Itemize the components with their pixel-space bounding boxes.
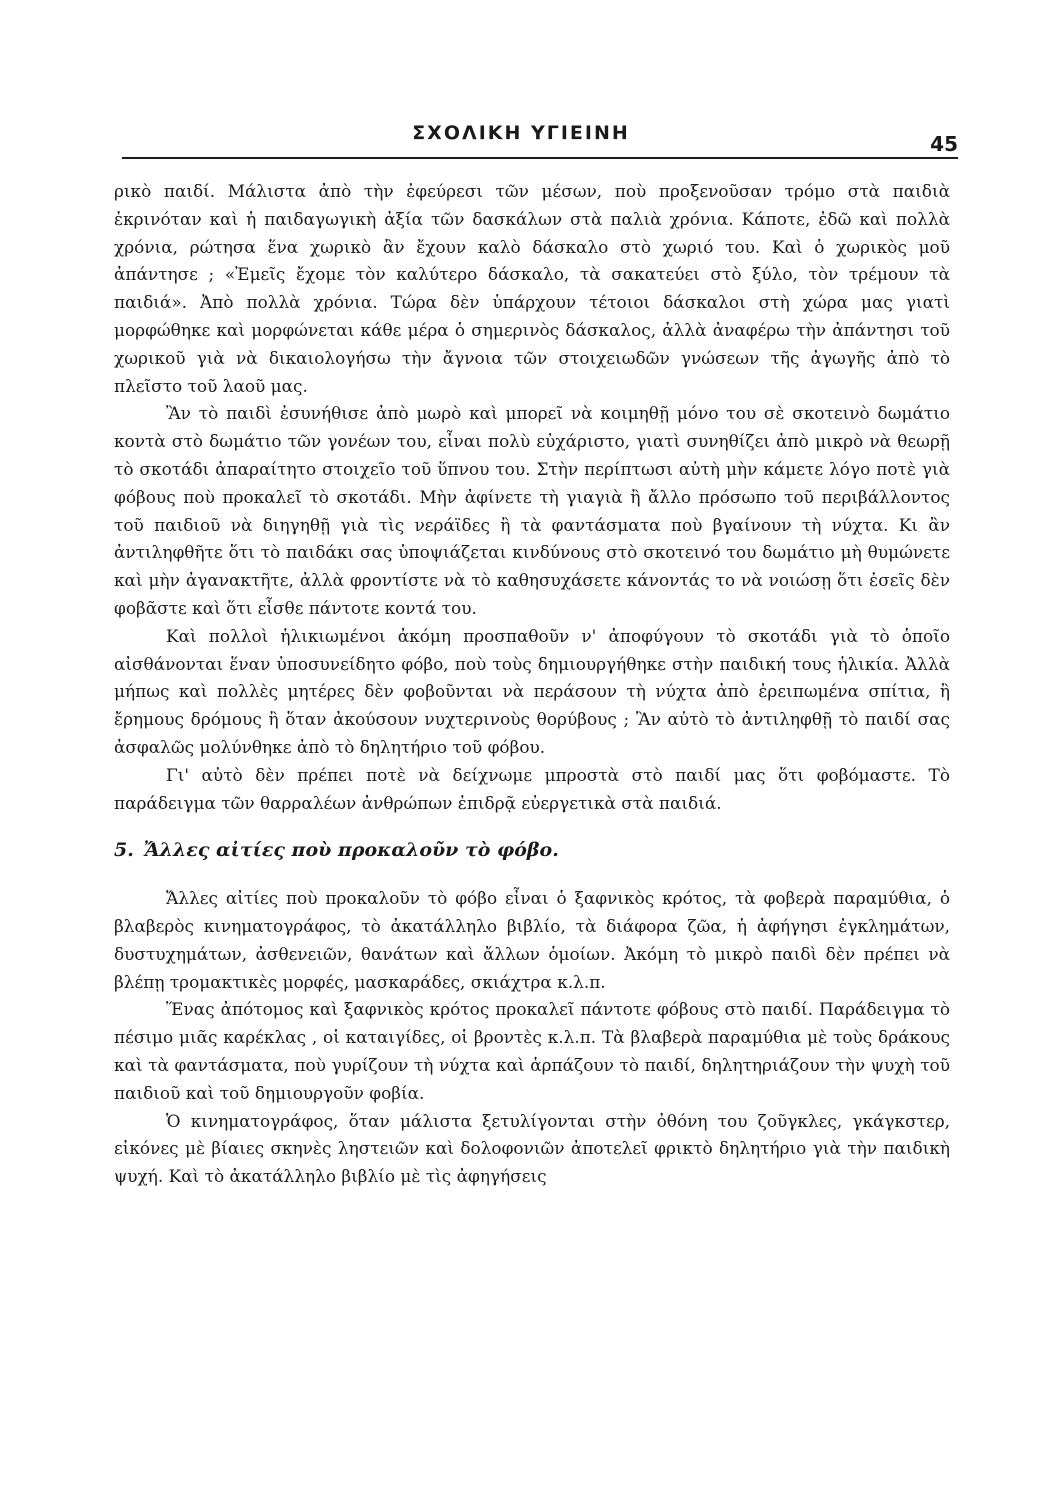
page-body (114, 178, 950, 1191)
running-header: ΣΧΟΛΙΚΗ ΥΓΙΕΙΝΗ (412, 122, 630, 144)
paragraph: Ἄλλες αἰτίες ποὺ προκαλοῦν τὸ φόβο εἶναι ὁ ξαφνικὸς κρότος, τὰ φοβερὰ παραμύθια, ὁ βλαβερὸς κινηματογράφος, τὸ ἀκατάλληλο βιβλίο, τὰ διάφορα ζῶα, ἡ ἀφήγησι ἐγκλημάτων, δυστυχημάτων, ἀσθενειῶν, θανάτων καὶ ἄλλων ὁμοίων. Ἀκόμη τὸ μικρὸ παιδὶ δὲν πρέπει νὰ βλέπῃ τρομακτικὲς μορφές, μασκαράδες, σκιάχτρα κ.λ.π. (114, 888, 950, 992)
paragraph: Ἕνας ἀπότομος καὶ ξαφνικὸς κρότος προκαλεῖ πάντοτε φόβους στὸ παιδί. Παράδειγμα τὸ πέσιμο μιᾶς καρέκλας , οἱ καταιγίδες, οἱ βροντὲς κ.λ.π. Τὰ βλαβερὰ παραμύθια μὲ τοὺς δράκους καὶ τὰ φαντάσματα, ποὺ γυρίζουν τὴ νύχτα καὶ ἁρπάζουν τὸ παιδί, δηλητηριάζουν τὴν ψυχὴ τοῦ παιδιοῦ καὶ τοῦ δημιουργοῦν φοβία. (114, 999, 950, 1103)
paragraph: Γι' αὐτὸ δὲν πρέπει ποτὲ νὰ δείχνωμε μπροστὰ στὸ παιδί μας ὅτι φοβόμαστε. Τὸ παράδειγμα τῶν θαρραλέων ἀνθρώπων ἐπιδρᾷ εὐεργετικὰ στὰ παιδιά. (114, 764, 950, 813)
paragraph: Ὁ κινηματογράφος, ὅταν μάλιστα ξετυλίγονται στὴν ὀθόνη του ζοῦγκλες, γκάγκστερ, εἰκόνες μὲ βίαιες σκηνὲς ληστειῶν καὶ δολοφονιῶν ἀποτελεῖ φρικτὸ δηλητήριο γιὰ τὴν παιδικὴ ψυχή. Καὶ τὸ ἀκατάλληλο βιβλίο μὲ τὶς ἀφηγήσεις (114, 1110, 950, 1187)
section-number: 5. (114, 839, 134, 862)
paragraph: Καὶ πολλοὶ ἡλικιωμένοι ἀκόμη προσπαθοῦν ν' ἀποφύγουν τὸ σκοτάδι γιὰ τὸ ὁποῖο αἰσθάνονται ἕναν ὑποσυνείδητο φόβο, ποὺ τοὺς δημιουργήθηκε στὴν παιδική τους ἡλικία. Ἀλλὰ μήπως καὶ πολλὲς μητέρες δὲν φοβοῦνται νὰ περάσουν τὴ νύχτα ἀπὸ ἐρειπωμένα σπίτια, ἢ ἔρημους δρόμους ἢ ὅταν ἀκούσουν νυχτερινοὺς θορύβους ; Ἂν αὐτὸ τὸ ἀντιληφθῇ τὸ παιδί σας ἀσφαλῶς μολύνθηκε ἀπὸ τὸ δηλητήριο τοῦ φόβου. (114, 625, 950, 757)
section-heading (114, 837, 950, 865)
section-gap (114, 865, 950, 885)
section-title: Ἄλλες αἰτίες ποὺ προκαλοῦν τὸ φόβο. (143, 839, 559, 862)
section-gap (114, 817, 950, 837)
paragraph: Ἂν τὸ παιδὶ ἐσυνήθισε ἀπὸ μωρὸ καὶ μπορεῖ νὰ κοιμηθῇ μόνο του σὲ σκοτεινὸ δωμάτιο κοντὰ στὸ δωμάτιο τῶν γονέων του, εἶναι πολὺ εὐχάριστο, γιατὶ συνηθίζει ἀπὸ μικρὸ νὰ θεωρῇ τὸ σκοτάδι ἀπαραίτητο στοιχεῖο τοῦ ὕπνου του. Στὴν περίπτωσι αὐτὴ μὴν κάμετε λόγο ποτὲ γιὰ φόβους ποὺ προκαλεῖ τὸ σκοτάδι. Μὴν ἀφίνετε τὴ γιαγιὰ ἢ ἄλλο πρόσωπο τοῦ περιβάλλοντος τοῦ παιδιοῦ νὰ διηγηθῇ γιὰ τὶς νεράϊδες ἢ τὰ φαντάσματα ποὺ βγαίνουν τὴ νύχτα. Κι ἂν ἀντιληφθῆτε ὅτι τὸ παιδάκι σας ὑποψιάζεται κινδύνους στὸ σκοτεινό του δωμάτιο μὴ θυμώνετε καὶ μὴν ἀγανακτῆτε, ἀλλὰ φροντίστε νὰ τὸ καθησυχάσετε κάνοντάς το νὰ νοιώσῃ ὅτι ἐσεῖς δὲν φοβᾶστε καὶ ὅτι εἶσθε πάντοτε κοντά του. (114, 403, 950, 618)
page-number: 45 (930, 132, 958, 156)
paragraph-continued: ρικὸ παιδί. Μάλιστα ἀπὸ τὴν ἐφεύρεσι τῶν μέσων, ποὺ προξενοῦσαν τρόμο στὰ παιδιὰ ἐκρινόταν καὶ ἡ παιδαγωγικὴ ἀξία τῶν δασκάλων στὰ παλιὰ χρόνια. Κάποτε, ἐδῶ καὶ πολλὰ χρόνια, ρώτησα ἕνα χωρικὸ ἂν ἔχουν καλὸ δάσκαλο στὸ χωριό του. Καὶ ὁ χωρικὸς μοῦ ἀπάντησε ; «Ἐμεῖς ἔχομε τὸν καλύτερο δάσκαλο, τὰ σακατεύει στὸ ξύλο, τὸν τρέμουν τὰ παιδιά». Ἀπὸ πολλὰ χρόνια. Τώρα δὲν ὑπάρχουν τέτοιοι δάσκαλοι στὴ χώρα μας γιατὶ μορφώθηκε καὶ μορφώνεται κάθε μέρα ὁ σημερινὸς δάσκαλος, ἀλλὰ ἀναφέρω τὴν ἀπάντησι τοῦ χωρικοῦ γιὰ νὰ δικαιολογήσω τὴν ἄγνοια τῶν στοιχειωδῶν γνώσεων τῆς ἀγωγῆς ἀπὸ τὸ πλεῖστο τοῦ λαοῦ μας. (114, 181, 950, 396)
header-rule (122, 157, 958, 159)
